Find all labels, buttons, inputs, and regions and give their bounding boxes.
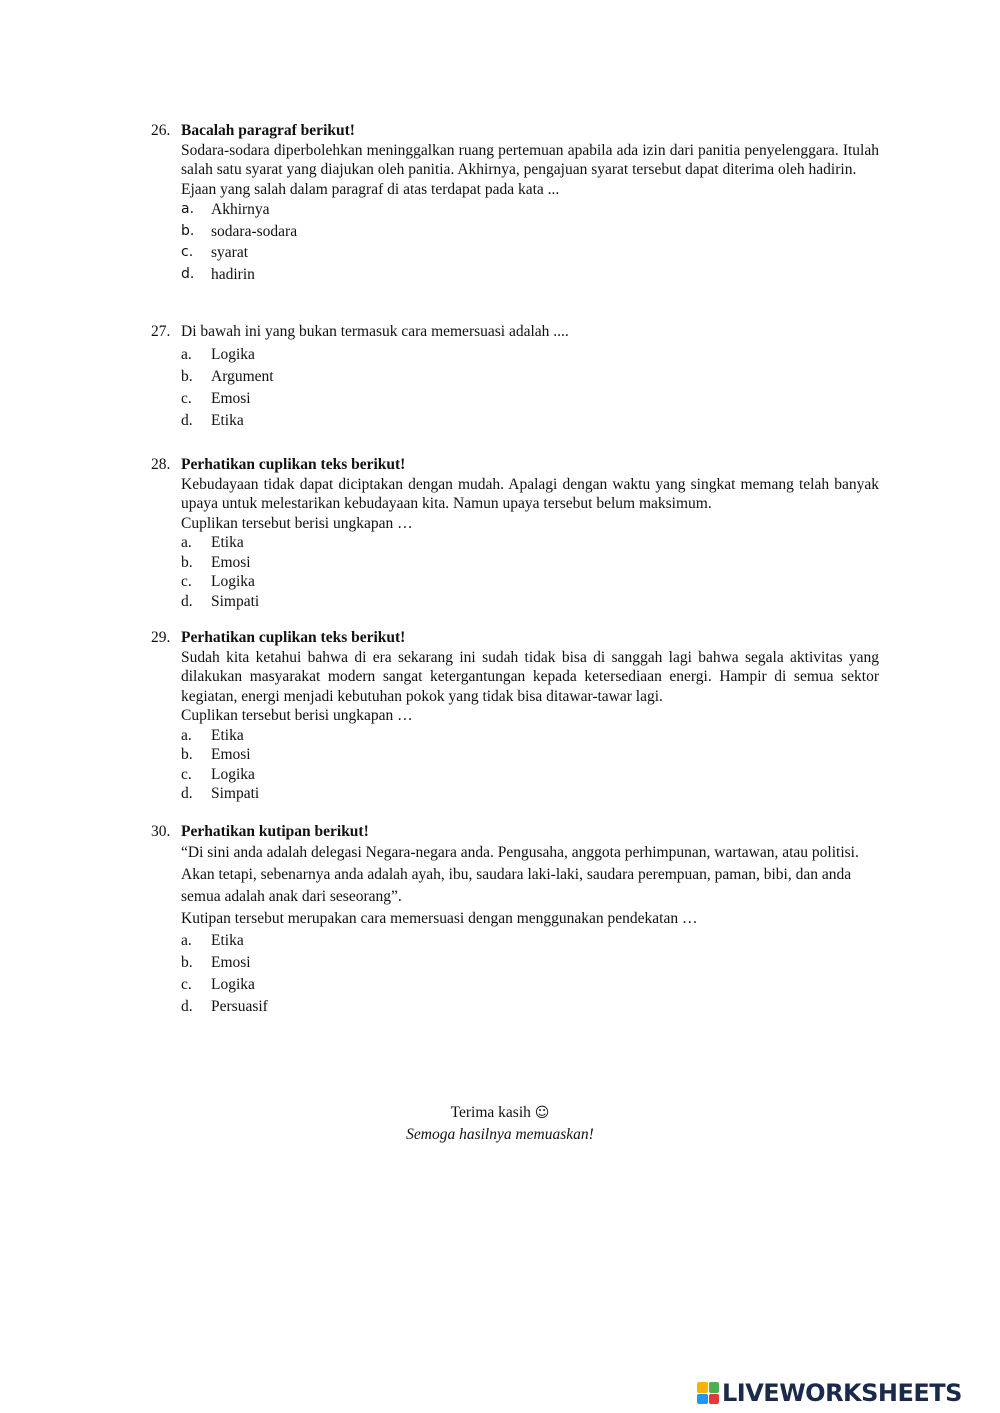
question-26-header xyxy=(151,121,879,141)
option-letter: b. xyxy=(181,746,193,763)
question-27 xyxy=(151,322,879,432)
option-text: Emosi xyxy=(211,746,251,763)
option-letter: b. xyxy=(181,222,195,239)
option-text: Simpati xyxy=(211,592,260,610)
question-paragraph: Sodara-sodara diperbolehkan meninggalkan ruang pertemuan apabila ada izin dari panitia penyelenggara. Itulah salah satu syarat yang diajukan oleh panitia. Akhirnya, pengajuan syarat tersebut dapat diterima oleh hadirin. xyxy=(181,141,879,178)
question-paragraph: Sudah kita ketahui bahwa di era sekarang ini sudah tidak bisa di sanggah lagi bahwa segala aktivitas yang dilakukan masyarakat modern sangat ketergantungan kepada ketersediaan energi. Hampir di semua sektor kegiatan, energi menjadi kebutuhan pokok yang tidak bisa ditawar-tawar lagi. xyxy=(181,648,879,705)
option-letter: c. xyxy=(181,389,192,407)
question-number: 30. xyxy=(151,823,171,840)
option-text: Etika xyxy=(211,534,244,551)
logo-text: LIVEWORKSHEETS xyxy=(722,1379,962,1407)
option-letter: c. xyxy=(181,573,192,590)
option-text: Emosi xyxy=(211,953,251,971)
question-title: Perhatikan cuplikan teks berikut! xyxy=(181,456,406,473)
closing-message xyxy=(0,1102,1000,1146)
question-prompt: Cuplikan tersebut berisi ungkapan … xyxy=(181,514,413,532)
option-text: Etika xyxy=(211,411,244,429)
logo-squares-icon xyxy=(697,1382,719,1404)
option-letter: d. xyxy=(181,997,193,1015)
option-letter: d. xyxy=(181,592,193,610)
option-c[interactable] xyxy=(151,765,879,785)
question-28-header xyxy=(151,455,879,475)
option-letter: a. xyxy=(181,931,192,949)
option-a[interactable] xyxy=(151,726,879,746)
question-29-header xyxy=(151,628,879,648)
question-29 xyxy=(151,628,879,804)
option-text: Logika xyxy=(211,345,255,363)
option-text: Logika xyxy=(211,765,255,783)
question-paragraph: Kebudayaan tidak dapat diciptakan dengan mudah. Apalagi dengan waktu yang singkat memang telah banyak upaya untuk melestarikan kebudayaan kita. Namun upaya tersebut belum maksimum. xyxy=(181,475,879,512)
thanks-line xyxy=(0,1102,1000,1124)
option-letter: b. xyxy=(181,553,193,571)
option-b[interactable] xyxy=(151,952,879,974)
option-letter: a. xyxy=(181,201,195,217)
option-letter: a. xyxy=(181,345,192,363)
option-text: Akhirnya xyxy=(211,201,270,218)
option-letter: a. xyxy=(181,534,192,551)
option-a[interactable] xyxy=(151,930,879,952)
logo-square xyxy=(709,1394,720,1405)
option-a[interactable] xyxy=(151,199,879,221)
option-d[interactable] xyxy=(151,996,879,1018)
option-letter: a. xyxy=(181,726,192,744)
question-title: Perhatikan kutipan berikut! xyxy=(181,823,369,840)
option-b[interactable] xyxy=(151,221,879,243)
option-c[interactable] xyxy=(151,572,879,592)
option-text: Simpati xyxy=(211,785,260,802)
option-c[interactable] xyxy=(151,242,879,264)
question-30-header xyxy=(151,822,879,842)
option-text: hadirin xyxy=(211,265,255,283)
option-b[interactable] xyxy=(151,745,879,765)
option-letter: b. xyxy=(181,953,193,971)
option-letter: d. xyxy=(181,411,193,429)
option-d[interactable] xyxy=(151,410,879,432)
question-30 xyxy=(151,822,879,1018)
logo-square xyxy=(697,1394,708,1405)
question-paragraph: “Di sini anda adalah delegasi Negara-negara anda. Pengusaha, anggota perhimpunan, wartawan, atau politisi. Akan tetapi, sebenarnya anda adalah ayah, ibu, saudara laki-laki, saudara perempuan, paman, bibi, dan anda semua adalah anak dari seseorang”. xyxy=(181,843,859,905)
question-28 xyxy=(151,455,879,611)
thanks-text: Terima kasih xyxy=(450,1104,531,1121)
option-text: Etika xyxy=(211,931,244,949)
option-letter: c. xyxy=(181,975,192,993)
question-title: Perhatikan cuplikan teks berikut! xyxy=(181,629,406,646)
option-d[interactable] xyxy=(151,592,879,612)
smiley-icon: ☺ xyxy=(534,1105,550,1121)
question-27-header xyxy=(151,322,879,342)
option-text: Emosi xyxy=(211,389,251,407)
question-26 xyxy=(151,121,879,285)
option-c[interactable] xyxy=(151,974,879,996)
option-a[interactable] xyxy=(151,344,879,366)
option-letter: d. xyxy=(181,265,195,282)
option-text: sodara-sodara xyxy=(211,222,298,240)
question-number: 29. xyxy=(151,629,171,646)
option-letter: c. xyxy=(181,765,192,783)
option-d[interactable] xyxy=(151,264,879,286)
option-text: syarat xyxy=(211,244,249,261)
wish-text: Semoga hasilnya memuaskan! xyxy=(406,1126,594,1143)
option-b[interactable] xyxy=(151,553,879,573)
option-d[interactable] xyxy=(151,784,879,804)
option-c[interactable] xyxy=(151,388,879,410)
question-prompt: Ejaan yang salah dalam paragraf di atas terdapat pada kata ... xyxy=(181,180,560,198)
option-text: Argument xyxy=(211,367,274,385)
logo-square xyxy=(697,1382,708,1393)
question-title: Bacalah paragraf berikut! xyxy=(181,122,355,139)
question-number: 26. xyxy=(151,122,171,139)
liveworksheets-logo xyxy=(697,1380,962,1406)
option-text: Logika xyxy=(211,573,255,590)
option-letter: c. xyxy=(181,244,194,260)
question-prompt: Cuplikan tersebut berisi ungkapan … xyxy=(181,707,413,724)
question-prompt: Kutipan tersebut merupakan cara memersuasi dengan menggunakan pendekatan … xyxy=(181,909,698,927)
option-b[interactable] xyxy=(151,366,879,388)
question-number: 28. xyxy=(151,456,171,473)
option-letter: d. xyxy=(181,785,193,802)
option-a[interactable] xyxy=(151,533,879,553)
option-text: Etika xyxy=(211,726,244,744)
option-text: Persuasif xyxy=(211,997,268,1015)
option-text: Logika xyxy=(211,975,255,993)
question-number: 27. xyxy=(151,323,171,340)
option-text: Emosi xyxy=(211,553,251,571)
logo-square xyxy=(709,1382,720,1393)
option-letter: b. xyxy=(181,367,193,385)
question-title: Di bawah ini yang bukan termasuk cara memersuasi adalah .... xyxy=(181,323,569,340)
